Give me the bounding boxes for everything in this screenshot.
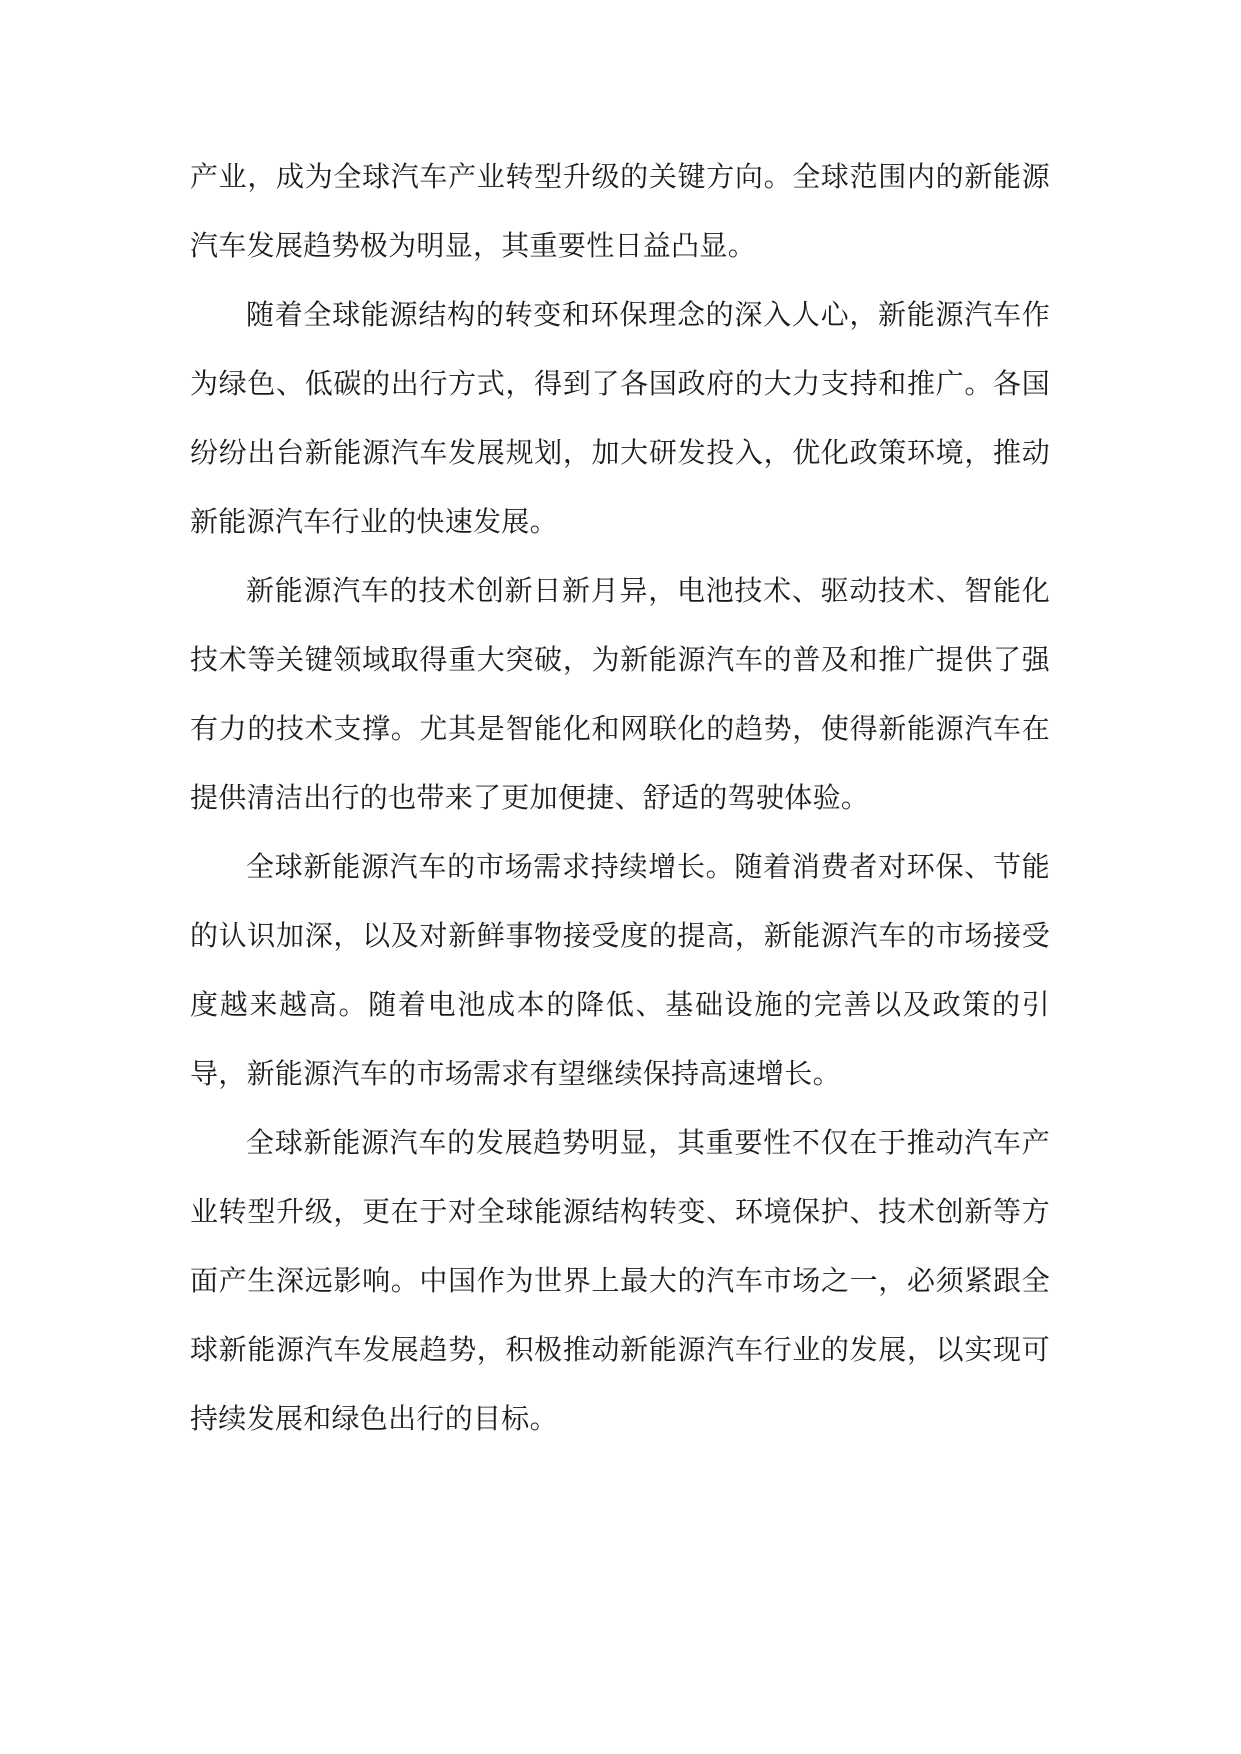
paragraph-3: 新能源汽车的技术创新日新月异，电池技术、驱动技术、智能化技术等关键领域取得重大突破，为新能源汽车的普及和推广提供了强有力的技术支撑。尤其是智能化和网联化的趋势，使得新能源汽车在提供清洁出行的也带来了更加便捷、舒适的驾驶体验。 (190, 574, 1050, 814)
paragraph-4: 全球新能源汽车的市场需求持续增长。随着消费者对环保、节能的认识加深，以及对新鲜事物接受度的提高，新能源汽车的市场接受度越来越高。随着电池成本的降低、基础设施的完善以及政策的引导，新能源汽车的市场需求有望继续保持高速增长。 (190, 850, 1050, 1090)
paragraph-1: 产业，成为全球汽车产业转型升级的关键方向。全球范围内的新能源汽车发展趋势极为明显，其重要性日益凸显。 (190, 160, 1050, 262)
document-body (190, 142, 1050, 1453)
paragraph-2: 随着全球能源结构的转变和环保理念的深入人心，新能源汽车作为绿色、低碳的出行方式，得到了各国政府的大力支持和推广。各国纷纷出台新能源汽车发展规划，加大研发投入，优化政策环境，推动新能源汽车行业的快速发展。 (190, 298, 1050, 538)
paragraph-5: 全球新能源汽车的发展趋势明显，其重要性不仅在于推动汽车产业转型升级，更在于对全球能源结构转变、环境保护、技术创新等方面产生深远影响。中国作为世界上最大的汽车市场之一，必须紧跟全球新能源汽车发展趋势，积极推动新能源汽车行业的发展，以实现可持续发展和绿色出行的目标。 (190, 1126, 1050, 1435)
